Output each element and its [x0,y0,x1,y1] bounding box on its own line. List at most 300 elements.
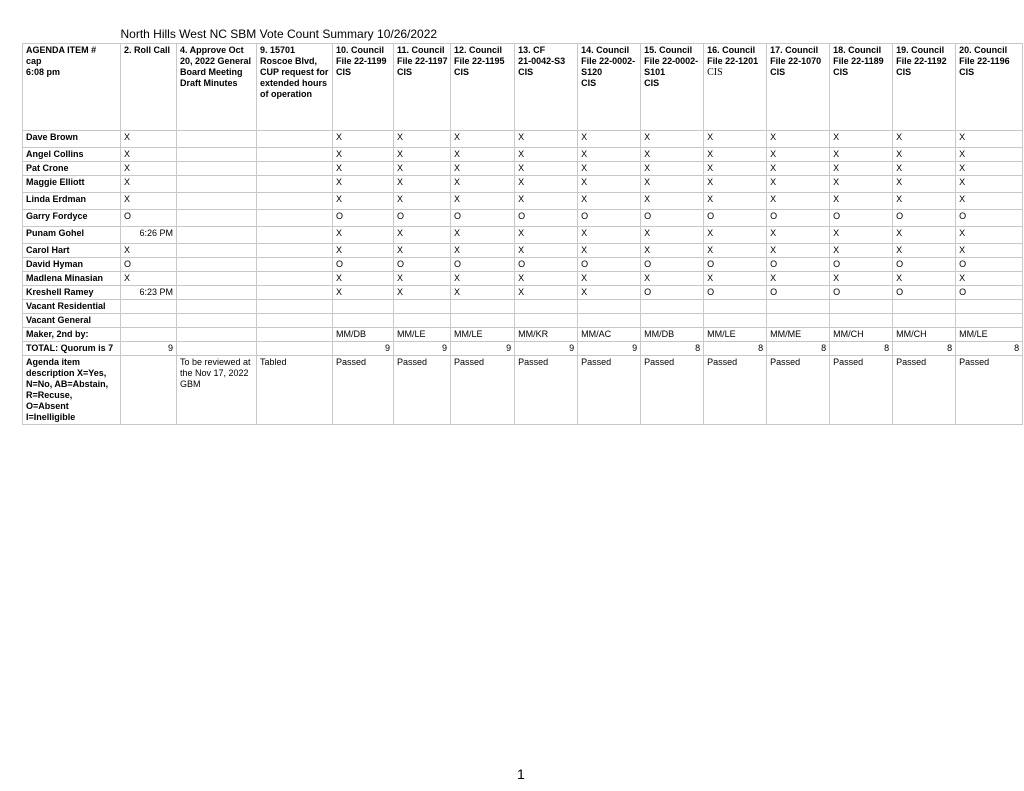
description-line: Passed [770,357,801,367]
vote-cell: X [767,272,830,286]
vote-cell: O [767,286,830,300]
vote-cell [177,272,257,286]
column-header-line: CIS [581,78,597,88]
column-header-line: CIS [454,67,470,77]
vote-cell: X [767,244,830,258]
column-header-line: CIS [518,67,534,77]
agenda-column-header [451,44,515,131]
vote-cell [177,314,257,328]
description-cell [578,356,641,425]
column-header-line: 19. Council [896,45,945,55]
vote-cell: X [893,162,956,176]
vote-cell: X [515,244,578,258]
vote-cell: X [956,272,1023,286]
total-cell: 8 [830,342,893,356]
vote-cell: X [515,227,578,244]
vote-cell: O [704,286,767,300]
agenda-column-header [956,44,1023,131]
agenda-header-line: AGENDA ITEM # [26,45,97,55]
column-header-line: File 22-1199 [336,56,387,66]
column-header-line: 15. Council [644,45,693,55]
column-header-line: CIS [707,67,723,78]
maker-cell [177,328,257,342]
column-header-line: CIS [896,67,912,77]
total-cell: 9 [451,342,515,356]
agenda-header-line: cap [26,56,42,66]
column-header-line: Board Meeting [180,67,243,77]
column-header-line: 2. Roll Call [124,45,171,55]
vote-cell: X [704,227,767,244]
vote-cell: 6:23 PM [121,286,177,300]
column-header-line: File 22-1189 [833,56,884,66]
vote-cell: X [515,272,578,286]
vote-cell: X [121,272,177,286]
vote-cell: X [578,227,641,244]
column-header-line: Draft Minutes [180,78,238,88]
column-header-line: 13. CF [518,45,546,55]
vote-cell: X [641,148,704,162]
column-header-line: CIS [959,67,975,77]
column-header-line: extended hours [260,78,328,88]
member-name: Dave Brown [23,131,121,148]
vote-cell: X [830,148,893,162]
member-name: David Hyman [23,258,121,272]
description-label-line: O=Absent [26,401,69,411]
vote-cell: X [515,131,578,148]
vote-cell: X [333,286,394,300]
description-line: Passed [896,357,927,367]
vote-cell: O [830,210,893,227]
description-line: Passed [518,357,549,367]
total-cell [177,342,257,356]
member-name: Garry Fordyce [23,210,121,227]
description-line: Passed [959,357,990,367]
vote-cell: X [956,244,1023,258]
vote-cell [451,300,515,314]
description-line: Passed [644,357,675,367]
member-name: Kreshell Ramey [23,286,121,300]
vote-cell [121,314,177,328]
column-header-line: CIS [644,78,660,88]
vote-cell [956,314,1023,328]
maker-cell: MM/LE [451,328,515,342]
vote-cell: O [641,210,704,227]
vote-cell: O [451,258,515,272]
vote-cell: X [121,193,177,210]
vote-cell: X [704,193,767,210]
vote-cell: X [704,148,767,162]
vote-cell: X [767,193,830,210]
vote-cell: X [333,176,394,193]
vote-cell: X [451,148,515,162]
description-cell [641,356,704,425]
vote-cell: X [394,272,451,286]
vote-cell: X [333,193,394,210]
vote-cell: X [830,131,893,148]
vote-cell: X [767,176,830,193]
total-cell: 9 [515,342,578,356]
total-cell: 9 [394,342,451,356]
column-header-line: 16. Council [707,45,756,55]
description-label-line: description X=Yes, [26,368,107,378]
maker-cell: MM/AC [578,328,641,342]
vote-cell: X [121,162,177,176]
agenda-column-header [515,44,578,131]
member-name: Vacant General [23,314,121,328]
vote-cell [830,300,893,314]
vote-cell: X [333,227,394,244]
description-label-line: N=No, AB=Abstain, [26,379,109,389]
vote-cell: X [641,162,704,176]
column-header-line: 20, 2022 General [180,56,252,66]
agenda-column-header [704,44,767,131]
total-cell: 9 [333,342,394,356]
vote-cell [578,300,641,314]
description-line: Passed [833,357,864,367]
column-header-line: File 22-0002- [581,56,636,66]
vote-cell: X [333,244,394,258]
vote-cell [257,286,333,300]
vote-cell: X [704,272,767,286]
vote-cell: X [893,148,956,162]
vote-cell [257,210,333,227]
vote-cell: O [956,210,1023,227]
maker-cell: MM/LE [704,328,767,342]
vote-cell: X [451,244,515,258]
vote-cell: X [394,244,451,258]
description-cell [515,356,578,425]
vote-cell: O [893,286,956,300]
description-line: Passed [336,357,367,367]
member-row [23,244,1023,258]
agenda-column-header [333,44,394,131]
member-row [23,131,1023,148]
maker-cell: MM/LE [956,328,1023,342]
vote-cell: X [956,176,1023,193]
vote-cell [177,176,257,193]
vote-cell: X [515,148,578,162]
agenda-column-header [641,44,704,131]
vote-cell [767,300,830,314]
vote-cell [394,314,451,328]
vote-cell [333,300,394,314]
vote-cell [177,162,257,176]
vote-cell: O [578,258,641,272]
agenda-column-header [893,44,956,131]
member-row [23,193,1023,210]
vote-cell: X [333,131,394,148]
vote-cell [257,227,333,244]
total-cell: 8 [641,342,704,356]
member-row [23,272,1023,286]
vote-cell [257,131,333,148]
description-line: Passed [707,357,738,367]
vote-cell: O [704,258,767,272]
member-name: Maggie Elliott [23,176,121,193]
vote-cell [177,227,257,244]
vote-cell: O [830,258,893,272]
agenda-item-header [23,44,121,131]
description-label-line: I=Inelligible [26,412,76,422]
vote-cell: X [767,148,830,162]
total-cell: 8 [956,342,1023,356]
vote-cell: X [394,176,451,193]
column-header-line: CIS [833,67,849,77]
description-line: Tabled [260,357,287,367]
vote-cell: X [830,176,893,193]
vote-cell [177,300,257,314]
vote-cell [578,314,641,328]
maker-cell [257,328,333,342]
vote-cell: O [767,258,830,272]
member-name: Angel Collins [23,148,121,162]
vote-cell: X [830,193,893,210]
member-row [23,258,1023,272]
agenda-column-header [257,44,333,131]
column-header-line: File 22-1201 [707,56,759,66]
vote-cell [177,148,257,162]
vote-cell: O [333,258,394,272]
column-header-line: 20. Council [959,45,1008,55]
vote-cell [704,300,767,314]
column-header-line: S120 [581,67,603,77]
vote-cell: X [394,286,451,300]
vote-cell: X [830,162,893,176]
vote-cell: X [830,244,893,258]
vote-cell: O [394,210,451,227]
vote-cell: X [767,162,830,176]
column-header-line: 18. Council [833,45,882,55]
column-header-line: File 22-0002- [644,56,699,66]
agenda-column-header [394,44,451,131]
vote-cell: X [956,162,1023,176]
column-header-line: CIS [336,67,352,77]
vote-count-table [22,24,1023,425]
member-name: Carol Hart [23,244,121,258]
vote-cell: X [451,227,515,244]
member-name: Madlena Minasian [23,272,121,286]
vote-cell [893,300,956,314]
column-header-line: 9. 15701 [260,45,296,55]
vote-cell: X [830,272,893,286]
vote-cell: X [515,193,578,210]
column-header-line: File 22-1197 [397,56,448,66]
vote-cell: X [451,286,515,300]
description-line: Passed [397,357,428,367]
vote-cell: X [641,244,704,258]
vote-cell: X [704,131,767,148]
member-row [23,148,1023,162]
vote-cell: X [451,272,515,286]
vote-cell [893,314,956,328]
vote-cell: O [121,210,177,227]
vote-cell: O [394,258,451,272]
vote-cell: X [578,193,641,210]
description-cell [333,356,394,425]
member-name: Punam Gohel [23,227,121,244]
vote-cell: X [893,272,956,286]
column-header-line: CUP request for [260,67,329,77]
vote-cell: O [515,258,578,272]
vote-cell: X [451,131,515,148]
maker-cell: MM/DB [641,328,704,342]
member-name: Pat Crone [23,162,121,176]
agenda-column-header [578,44,641,131]
vote-cell [177,258,257,272]
member-name: Linda Erdman [23,193,121,210]
member-row [23,314,1023,328]
vote-cell: X [394,227,451,244]
column-header-line: 17. Council [770,45,819,55]
column-header-line: 4. Approve Oct [180,45,244,55]
vote-cell: X [956,193,1023,210]
agenda-column-header [177,44,257,131]
agenda-header-line: 6:08 pm [26,67,61,77]
vote-cell: X [641,193,704,210]
vote-cell: X [515,286,578,300]
vote-cell: O [893,210,956,227]
vote-cell: X [704,176,767,193]
description-cell [121,356,177,425]
agenda-column-header [830,44,893,131]
vote-cell [257,272,333,286]
description-cell [893,356,956,425]
column-header-line: S101 [644,67,666,77]
column-header-line: CIS [770,67,786,77]
total-cell: 8 [893,342,956,356]
total-cell: 8 [767,342,830,356]
vote-cell [515,300,578,314]
vote-cell: X [121,148,177,162]
vote-cell: X [893,227,956,244]
maker-cell: MM/DB [333,328,394,342]
vote-summary-sheet [22,24,1022,425]
vote-cell: O [641,258,704,272]
vote-cell: X [956,227,1023,244]
vote-cell: X [578,286,641,300]
column-header-line: File 22-1192 [896,56,947,66]
column-header-line: of operation [260,89,312,99]
vote-cell: X [830,227,893,244]
vote-cell: X [956,131,1023,148]
description-cell [704,356,767,425]
vote-cell: X [704,162,767,176]
vote-cell [177,210,257,227]
description-cell [177,356,257,425]
vote-cell [333,314,394,328]
column-header-line: 10. Council [336,45,385,55]
vote-cell [515,314,578,328]
vote-cell [641,300,704,314]
member-row [23,210,1023,227]
vote-cell: X [451,176,515,193]
vote-cell: X [893,244,956,258]
vote-cell [177,131,257,148]
vote-cell: X [578,176,641,193]
vote-cell: X [578,244,641,258]
total-label: TOTAL: Quorum is 7 [23,342,121,356]
vote-cell [257,193,333,210]
vote-cell: X [893,131,956,148]
member-row [23,227,1023,244]
vote-cell: O [830,286,893,300]
vote-cell: O [641,286,704,300]
vote-cell: O [956,286,1023,300]
vote-cell: X [333,162,394,176]
vote-cell [257,162,333,176]
description-label [23,356,121,425]
column-header-line: 14. Council [581,45,630,55]
description-label-line: Agenda item [26,357,81,367]
total-cell [257,342,333,356]
vote-cell: O [515,210,578,227]
maker-cell [121,328,177,342]
vote-cell [451,314,515,328]
vote-cell [257,148,333,162]
vote-cell: X [451,193,515,210]
maker-row [23,328,1023,342]
vote-cell: O [767,210,830,227]
vote-cell: X [121,244,177,258]
vote-cell [177,244,257,258]
total-cell: 9 [578,342,641,356]
column-header-line: File 22-1195 [454,56,505,66]
maker-cell: MM/KR [515,328,578,342]
column-header-line: Roscoe Blvd, [260,56,318,66]
vote-cell: X [394,193,451,210]
column-header-line: CIS [397,67,413,77]
page-title: North Hills West NC SBM Vote Count Summary 10/26/2022 [23,24,515,44]
member-row [23,176,1023,193]
vote-cell: X [578,148,641,162]
vote-cell: X [578,272,641,286]
vote-cell: X [394,131,451,148]
vote-cell: X [451,162,515,176]
description-label-line: R=Recuse, [26,390,73,400]
maker-label: Maker, 2nd by: [23,328,121,342]
vote-cell: O [121,258,177,272]
vote-cell: X [641,131,704,148]
vote-cell [177,193,257,210]
description-line: Passed [454,357,485,367]
column-header-line: 12. Council [454,45,503,55]
vote-cell: X [578,162,641,176]
vote-cell: X [641,227,704,244]
description-cell [451,356,515,425]
vote-cell: X [333,272,394,286]
vote-cell [257,300,333,314]
maker-cell: MM/CH [893,328,956,342]
description-cell [394,356,451,425]
vote-cell: O [704,210,767,227]
maker-cell: MM/LE [394,328,451,342]
agenda-column-header [767,44,830,131]
vote-cell: X [394,162,451,176]
vote-cell: 6:26 PM [121,227,177,244]
vote-cell: X [641,272,704,286]
description-line: GBM [180,379,201,389]
vote-cell [121,300,177,314]
vote-cell [767,314,830,328]
member-row [23,162,1023,176]
description-cell [257,356,333,425]
vote-cell: X [121,131,177,148]
member-row [23,300,1023,314]
vote-cell [257,176,333,193]
description-line: the Nov 17, 2022 [180,368,249,378]
vote-cell: X [893,176,956,193]
description-cell [767,356,830,425]
